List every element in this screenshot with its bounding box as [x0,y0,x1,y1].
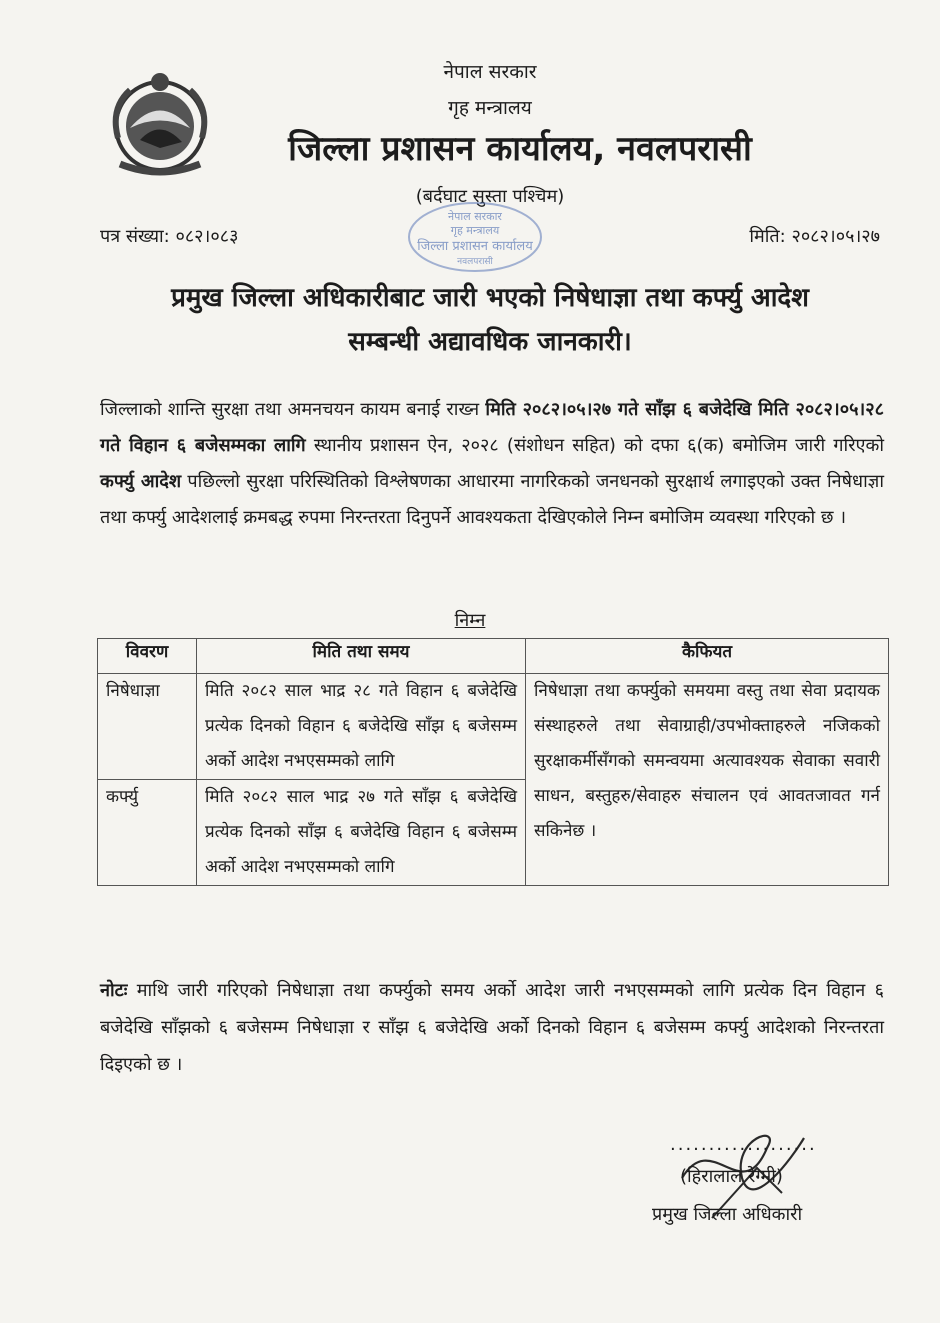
body-paragraph [100,392,884,536]
header-time: मिति तथा समय [197,639,526,674]
stamp-line: नवलपरासी [457,257,493,267]
para-bold-dates: मिति २०८२।०५।२७ गते साँझ ६ बजेदेखि मिति २०८२।०५।२८ गते विहान ६ बजेसम्मका लागि [100,399,884,456]
note-text: माथि जारी गरिएको निषेधाज्ञा तथा कर्फ्युको समय अर्को आदेश जारी नभएसम्मको लागि प्रत्येक दिन विहान ६ बजेदेखि साँझको ६ बजेसम्म निषेधाज्ञा र साँझ ६ बजेदेखि अर्को दिनको विहान ६ बजेसम्म कर्फ्यु आदेशको निरन्तरता दिइएको छ । [100,980,884,1075]
office-location: (बर्दघाट सुस्ता पश्चिम) [415,186,565,207]
order-table [97,638,889,886]
row-type: कर्फ्यु [98,780,197,886]
row-type: निषेधाज्ञा [98,674,197,780]
table-header-row [98,639,889,674]
office-name: जिल्ला प्रशासन कार्यालय, नवलपरासी [288,129,752,169]
row-remark: निषेधाज्ञा तथा कर्फ्युको समयमा वस्तु तथा सेवा प्रदायक संस्थाहरुले तथा सेवाग्राही/उपभोक्ताहरुले नजिकको सुरक्षाकर्मीसँगको समन्वयमा अत्यावश्यक सेवाका सवारी साधन, बस्तुहरु/सेवाहरु संचालन एवं आवतजावत गर्न सकिनेछ । [526,674,889,886]
signature-dots: ................... [670,1134,817,1155]
government-name: नेपाल सरकार [443,61,537,83]
signatory-title: प्रमुख जिल्ला अधिकारी [652,1204,803,1225]
title-line-1: प्रमुख जिल्ला अधिकारीबाट जारी भएको निषेधाज्ञा तथा कर्फ्यु आदेश [171,283,809,313]
header-remark: कैफियत [526,639,889,674]
stamp-line: जिल्ला प्रशासन कार्यालय [417,239,533,254]
table-row [98,674,889,780]
row-time: मिति २०८२ साल भाद्र २८ गते विहान ६ बजेदेखि प्रत्येक दिनको विहान ६ बजेदेखि साँझ ६ बजेसम्म अर्को आदेश नभएसम्मको लागि [197,674,526,780]
note-label: नोटः [100,980,128,1001]
office-stamp [405,200,545,274]
para-text-2: स्थानीय प्रशासन ऐन, २०२८ (संशोधन सहित) को दफा ६(क) बमोजिम जारी गरिएको [305,435,884,456]
note-paragraph [100,972,884,1083]
title-line-2: सम्बन्धी अद्यावधिक जानकारी। [348,327,632,357]
document-title [90,276,890,364]
header-detail: विवरण [98,639,197,674]
signatory-name: (हिरालाल रेग्मी) [680,1166,783,1187]
below-label: निम्न [454,610,486,631]
row-time: मिति २०८२ साल भाद्र २७ गते साँझ ६ बजेदेखि प्रत्येक दिनको साँझ ६ बजेदेखि विहान ६ बजेसम्म अर्को आदेश नभएसम्मको लागि [197,780,526,886]
letter-number: पत्र संख्या: ०८२।०८३ [100,226,239,247]
stamp-line: नेपाल सरकार [448,210,502,223]
para-text-1: जिल्लाको शान्ति सुरक्षा तथा अमनचयन कायम बनाई राख्न [100,399,486,420]
stamp-line: गृह मन्त्रालय [450,224,500,237]
letter-date: मिति: २०८२।०५।२७ [749,226,880,247]
para-text-3: पछिल्लो सुरक्षा परिस्थितिको विश्लेषणका आधारमा नागरिकको जनधनको सुरक्षार्थ लगाइएको उक्त निषेधाज्ञा तथा कर्फ्यु आदेशलाई क्रमबद्ध रुपमा निरन्तरता दिनुपर्ने आवश्यकता देखिएकोले निम्न बमोजिम व्यवस्था गरिएको छ । [100,471,884,528]
ministry-name: गृह मन्त्रालय [448,97,532,119]
para-bold-curfew: कर्फ्यु आदेश [100,471,182,492]
